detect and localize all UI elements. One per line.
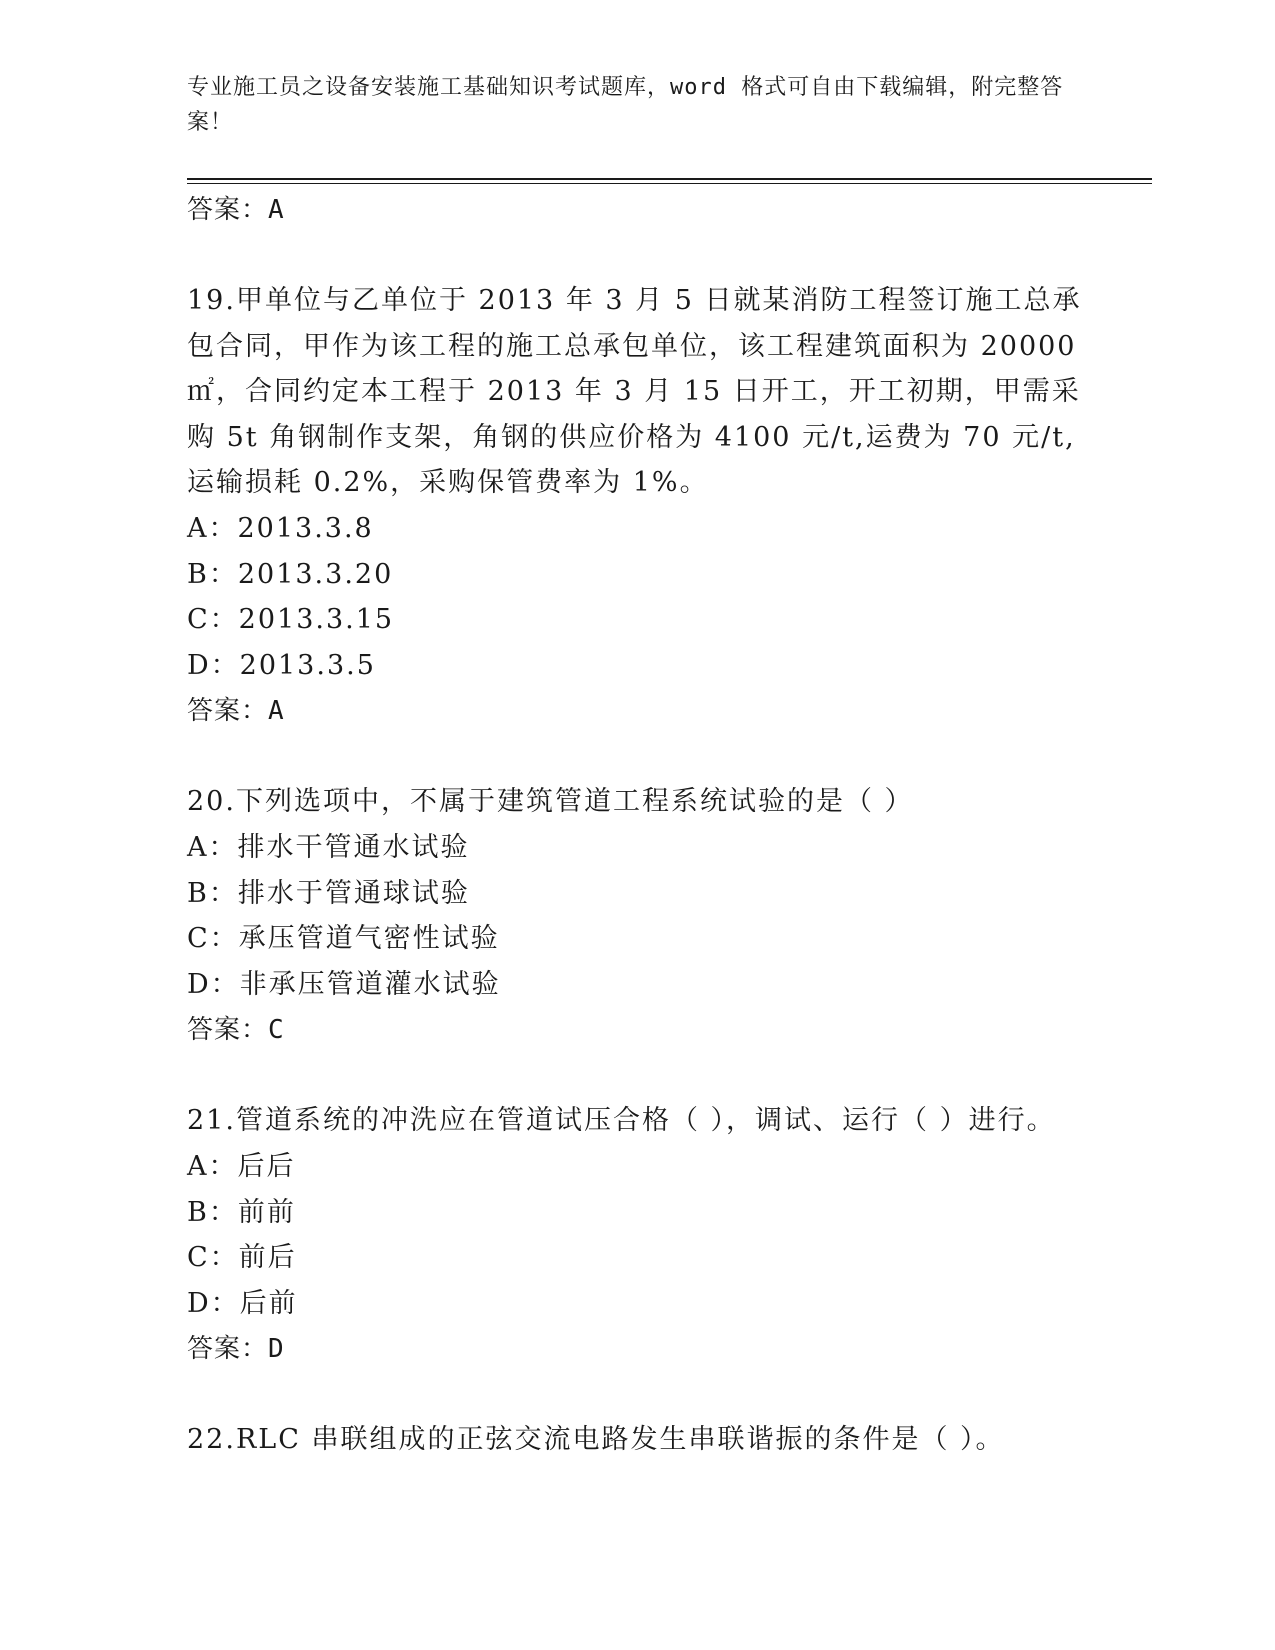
- question-19: [187, 278, 1087, 734]
- option-c: C：前后: [187, 1242, 297, 1274]
- question-text: 19.甲单位与乙单位于 2013 年 3 月 5 日就某消防工程签订施工总承包合同，甲作为该工程的施工总承包单位，该工程建筑面积为 20000㎡，合同约定本工程于 2013 年 3 月 15 日开工，开工初期，甲需采购 5t 角钢制作支架，角钢的供应价格为 4100 元/t,运费为 70 元/t,运输损耗 0.2%，采购保管费率为 1%。: [187, 285, 1082, 499]
- option-d: D：2013.3.5: [187, 649, 376, 681]
- question-text: 22.RLC 串联组成的正弦交流电路发生串联谐振的条件是（ ）。: [187, 1424, 1005, 1456]
- answer-line: 答案：C: [187, 1015, 285, 1046]
- option-d: D：非承压管道灌水试验: [187, 968, 501, 1000]
- option-b: B：2013.3.20: [187, 558, 394, 590]
- answer-line: 答案：A: [187, 696, 285, 727]
- answer-line: 答案：A: [187, 195, 285, 225]
- option-d: D：后前: [187, 1287, 298, 1319]
- document-body: [187, 187, 1087, 1463]
- question-text: 20.下列选项中，不属于建筑管道工程系统试验的是（ ）: [187, 786, 914, 818]
- answer-line: 答案：D: [187, 1334, 285, 1365]
- header-divider-thin: [187, 183, 1152, 184]
- option-c: C：承压管道气密性试验: [187, 923, 500, 955]
- option-a: A：排水干管通水试验: [187, 831, 470, 863]
- option-b: B：排水于管通球试验: [187, 877, 470, 909]
- option-a: A：后后: [187, 1150, 296, 1182]
- question-22: [187, 1417, 1087, 1463]
- question-20: [187, 779, 1087, 1053]
- document-header-note: 专业施工员之设备安装施工基础知识考试题库，word 格式可自由下载编辑，附完整答案！: [187, 75, 1064, 135]
- question-text: 21.管道系统的冲洗应在管道试压合格（ ），调试、运行（ ）进行。: [187, 1105, 1056, 1137]
- option-a: A：2013.3.8: [187, 512, 374, 544]
- option-c: C：2013.3.15: [187, 604, 395, 636]
- question-21: [187, 1098, 1087, 1372]
- header-divider-thick: [187, 178, 1152, 180]
- option-b: B：前前: [187, 1196, 296, 1228]
